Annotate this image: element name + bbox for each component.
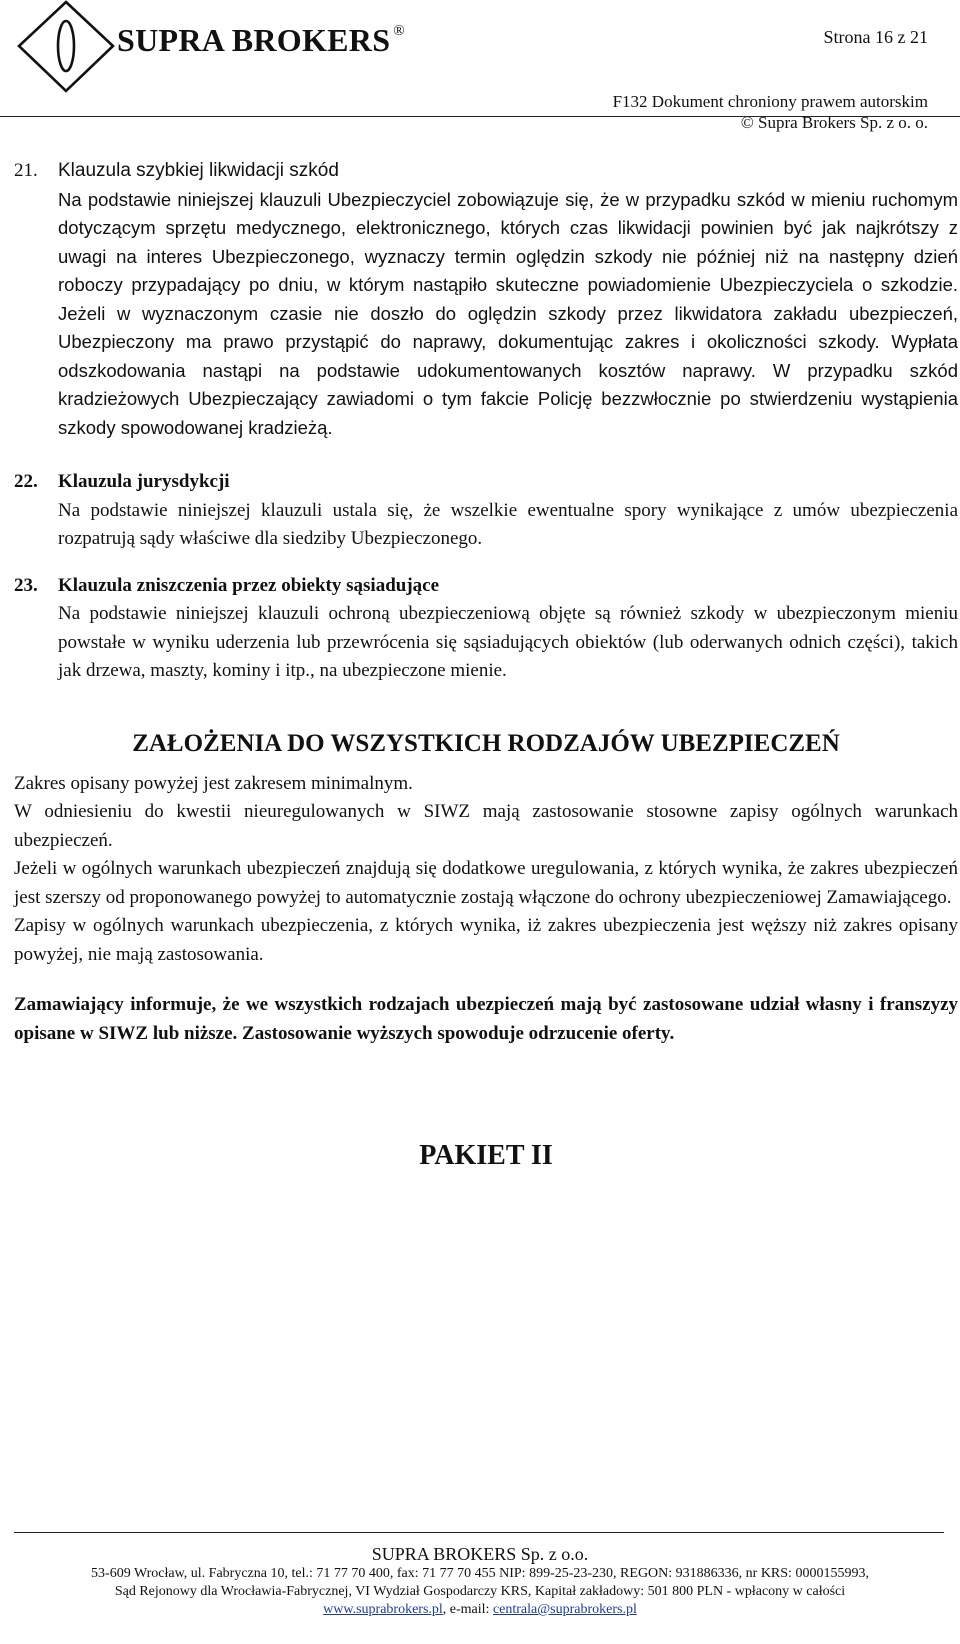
bold-notice: Zamawiający informuje, że we wszystkich rodzajach ubezpieczeń mają być zastosowane udział własny i franszyzy opisane w SIWZ lub niższe. Zastosowanie wyższych spowoduje odrzucenie oferty. bbox=[14, 994, 958, 1044]
paragraph: W odniesieniu do kwestii nieuregulowanych w SIWZ mają zastosowanie stosowne zapisy ogólnych warunkach ubezpieczeń. bbox=[14, 801, 958, 851]
paragraph: Zapisy w ogólnych warunkach ubezpieczenia, z których wynika, iż zakres ubezpieczenia jest węższy niż zakres opisany powyżej, nie mają zastosowania. bbox=[14, 915, 958, 965]
section-title: Klauzula szybkiej likwidacji szkód bbox=[58, 160, 339, 181]
document-id: F132 Dokument chroniony prawem autorskim bbox=[612, 92, 928, 111]
paragraph: Jeżeli w ogólnych warunkach ubezpieczeń znajdują się dodatkowe uregulowania, z których wynika, że zakres ubezpieczeń jest szerszy od proponowanego powyżej to automatycznie zostają włączone do ochrony ubezpieczeniowej Zamawiającego. bbox=[14, 858, 958, 908]
document-body bbox=[14, 157, 958, 1172]
footer-contact bbox=[0, 1601, 960, 1619]
section-number: 23. bbox=[14, 574, 38, 596]
general-assumptions bbox=[14, 770, 958, 970]
website-link[interactable]: www.suprabrokers.pl bbox=[323, 1602, 443, 1617]
section-text: Na podstawie niniejszej klauzuli Ubezpieczyciel zobowiązuje się, że w przypadku szkód w mieniu ruchomym dotyczącym sprzętu medycznego, elektronicznego, których czas likwidacji powinien być jak najkrótszy z uwagi na interes Ubezpieczonego, wyznaczy termin oględzin szkody nie później niż na następny dzień roboczy przypadający po dniu, w którym nastąpiło skuteczne powiadomienie Ubezpieczyciela o szkodzie. Jeżeli w wyznaczonym czasie nie doszło do oględzin szkody przez likwidatora zakładu ubezpieczeń, Ubezpieczony ma prawo przystąpić do naprawy, dokumentując zakres i okoliczności szkody. Wypłata odszkodowania nastąpi na podstawie udokumentowanych kosztów naprawy. W przypadku szkód kradzieżowych Ubezpieczający zawiadomi o tym fakcie Policję bezzwłocznie po stwierdzeniu wystąpienia szkody spowodowanej kradzieżą. bbox=[58, 188, 958, 438]
footer-divider bbox=[14, 1532, 944, 1533]
email-link[interactable]: centrala@suprabrokers.pl bbox=[492, 1602, 637, 1617]
copyright-line: © Supra Brokers Sp. z o. o. bbox=[740, 113, 928, 132]
section-title: Klauzula jurysdykcji bbox=[58, 471, 230, 492]
brand-name bbox=[117, 22, 405, 59]
registered-mark: ® bbox=[393, 23, 405, 40]
section-text: Na podstawie niniejszej klauzuli ustala się, że wszelkie ewentualne spory wynikające z umów ubezpieczenia rozpatrują sądy właściwe dla siedziby Ubezpieczonego. bbox=[58, 499, 958, 549]
footer-court-info: Sąd Rejonowy dla Wrocławia-Fabrycznej, VI Wydział Gospodarczy KRS, Kapitał zakładowy: 501 800 PLN - wpłacony w całości bbox=[114, 1584, 846, 1599]
supra-brokers-logo-icon bbox=[16, 0, 116, 93]
paragraph: Zakres opisany powyżej jest zakresem minimalnym. bbox=[14, 772, 413, 794]
footer-address: 53-609 Wrocław, ul. Fabryczna 10, tel.: 71 77 70 400, fax: 71 77 70 455 NIP: 899-25-23-230, REGON: 931886336, nr KRS: 0000155993, bbox=[91, 1566, 869, 1581]
page-number: Strona 16 z 21 bbox=[823, 27, 928, 47]
section-number: 22. bbox=[14, 471, 38, 492]
page-header bbox=[0, 0, 960, 132]
brand-text: SUPRA BROKERS bbox=[117, 22, 391, 58]
section-22 bbox=[14, 468, 958, 554]
email-label: , e-mail: bbox=[442, 1602, 493, 1617]
footer-company: SUPRA BROKERS Sp. z o.o. bbox=[371, 1544, 589, 1564]
section-number: 21. bbox=[14, 160, 38, 181]
section-text: Na podstawie niniejszej klauzuli ochroną ubezpieczeniową objęte są również szkody w ubezpieczonym mieniu powstałe w wyniku uderzenia lub przewrócenia się sąsiadujących obiektów (lub oderwanych odnich części), takich jak drzewa, maszty, kominy i itp., na ubezpieczone mienie. bbox=[58, 603, 958, 681]
main-heading: ZAŁOŻENIA DO WSZYSTKICH RODZAJÓW UBEZPIECZEŃ bbox=[132, 729, 840, 757]
package-title: PAKIET II bbox=[419, 1140, 553, 1171]
page-footer bbox=[0, 1543, 960, 1619]
section-23 bbox=[14, 572, 958, 686]
section-21 bbox=[14, 157, 958, 442]
section-title: Klauzula zniszczenia przez obiekty sąsiadujące bbox=[58, 574, 440, 596]
header-divider bbox=[0, 116, 960, 117]
